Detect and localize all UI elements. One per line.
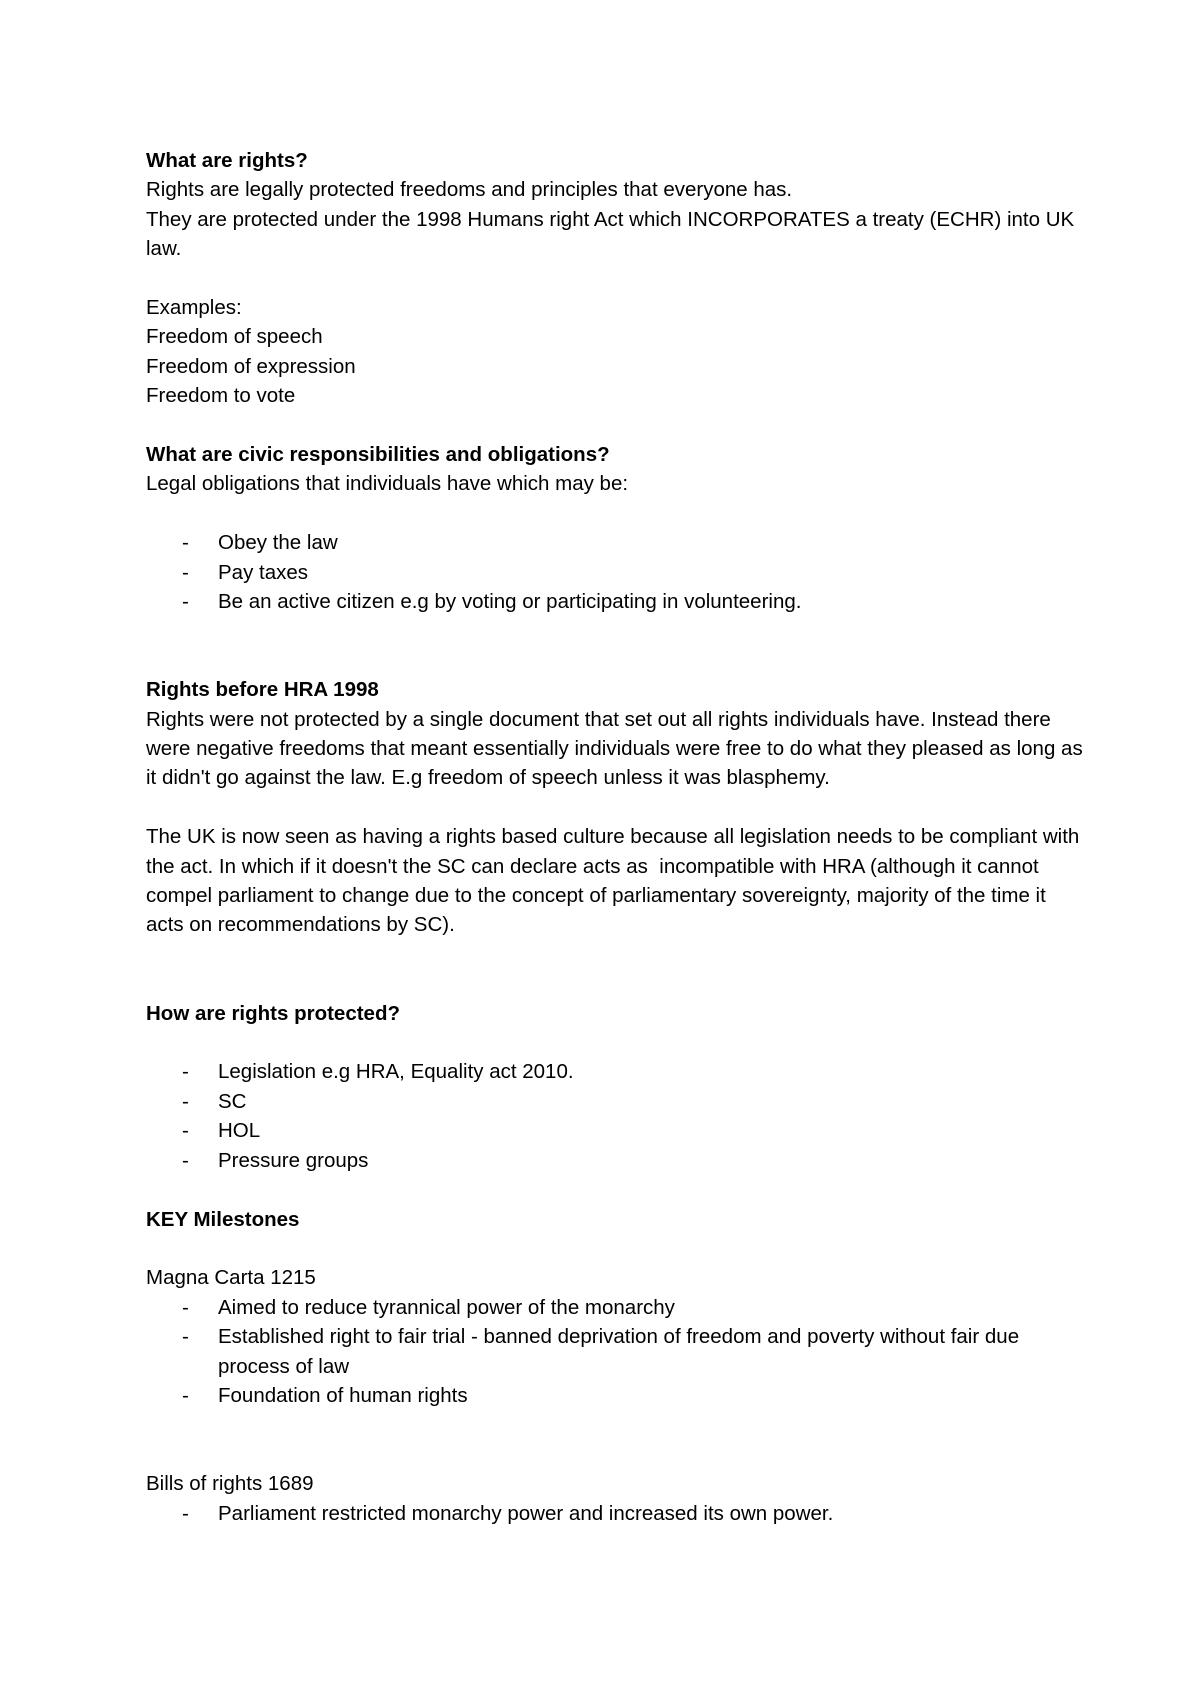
list-item-text: HOL xyxy=(218,1119,261,1143)
list-item-text: Pay taxes xyxy=(218,560,309,584)
paragraph: Rights were not protected by a single document that set out all rights individuals have. Instead there were negative freedoms that meant essentially individuals were free to do what they pleased as long as it didn't go against the law. E.g freedom of speech unless it was blasphemy. xyxy=(146,707,1089,790)
document-page xyxy=(146,146,1089,1528)
dash-bullet: - xyxy=(182,560,189,584)
milestone-list xyxy=(146,1293,1086,1411)
dash-bullet: - xyxy=(182,1295,189,1319)
list-item xyxy=(146,1322,1086,1381)
dash-bullet: - xyxy=(182,1060,189,1084)
dash-bullet: - xyxy=(182,1325,189,1349)
example-item: Freedom of speech xyxy=(146,325,323,349)
section-heading-key-milestones: KEY Milestones xyxy=(146,1207,300,1231)
dash-bullet: - xyxy=(182,590,189,614)
list-item-text: Legislation e.g HRA, Equality act 2010. xyxy=(218,1060,574,1084)
protection-list xyxy=(146,1057,1086,1175)
dash-bullet: - xyxy=(182,531,189,555)
milestone-title: Magna Carta 1215 xyxy=(146,1266,316,1290)
section-heading-how-rights-protected: How are rights protected? xyxy=(146,1001,401,1025)
list-item xyxy=(146,1146,1086,1175)
list-item-text: Obey the law xyxy=(218,531,338,555)
list-item xyxy=(146,1499,1086,1528)
dash-bullet: - xyxy=(182,1119,189,1143)
examples-label: Examples: xyxy=(146,296,242,320)
milestone-title: Bills of rights 1689 xyxy=(146,1472,314,1496)
paragraph: The UK is now seen as having a rights based culture because all legislation needs to be compliant with the act. In which if it doesn't the SC can declare acts as incompatible with HRA (although it cannot compel parliament to change due to the concept of parliamentary sovereignty, majority of the time it acts on recommendations by SC). xyxy=(146,825,1085,937)
list-item xyxy=(146,1057,1086,1086)
section-heading-what-are-rights: What are rights? xyxy=(146,149,308,172)
list-item-text: SC xyxy=(218,1089,247,1113)
list-item xyxy=(146,1293,1086,1322)
list-item-text: Parliament restricted monarchy power and increased its own power. xyxy=(218,1501,834,1525)
dash-bullet: - xyxy=(182,1383,189,1407)
list-item xyxy=(146,587,1086,616)
example-item: Freedom to vote xyxy=(146,384,296,408)
list-item xyxy=(146,1116,1086,1145)
milestone-list xyxy=(146,1499,1086,1528)
paragraph-line: Legal obligations that individuals have which may be: xyxy=(146,472,629,496)
section-heading-rights-before-hra: Rights before HRA 1998 xyxy=(146,678,379,702)
list-item-text: Established right to fair trial - banned deprivation of freedom and poverty without fair due process of law xyxy=(218,1325,1020,1378)
obligations-list xyxy=(146,528,1086,616)
paragraph-line: They are protected under the 1998 Humans right Act which INCORPORATES a treaty (ECHR) into UK law. xyxy=(146,207,1080,261)
list-item-text: Aimed to reduce tyrannical power of the monarchy xyxy=(218,1295,675,1319)
paragraph-line: Rights are legally protected freedoms and principles that everyone has. xyxy=(146,178,793,202)
dash-bullet: - xyxy=(182,1148,189,1172)
dash-bullet: - xyxy=(182,1089,189,1113)
list-item xyxy=(146,1381,1086,1410)
section-heading-civic-responsibilities: What are civic responsibilities and obligations? xyxy=(146,443,610,467)
list-item-text: Pressure groups xyxy=(218,1148,369,1172)
list-item xyxy=(146,558,1086,587)
list-item-text: Foundation of human rights xyxy=(218,1383,468,1407)
list-item xyxy=(146,528,1086,557)
dash-bullet: - xyxy=(182,1501,189,1525)
list-item-text: Be an active citizen e.g by voting or participating in volunteering. xyxy=(218,590,802,614)
example-item: Freedom of expression xyxy=(146,354,356,378)
list-item xyxy=(146,1087,1086,1116)
